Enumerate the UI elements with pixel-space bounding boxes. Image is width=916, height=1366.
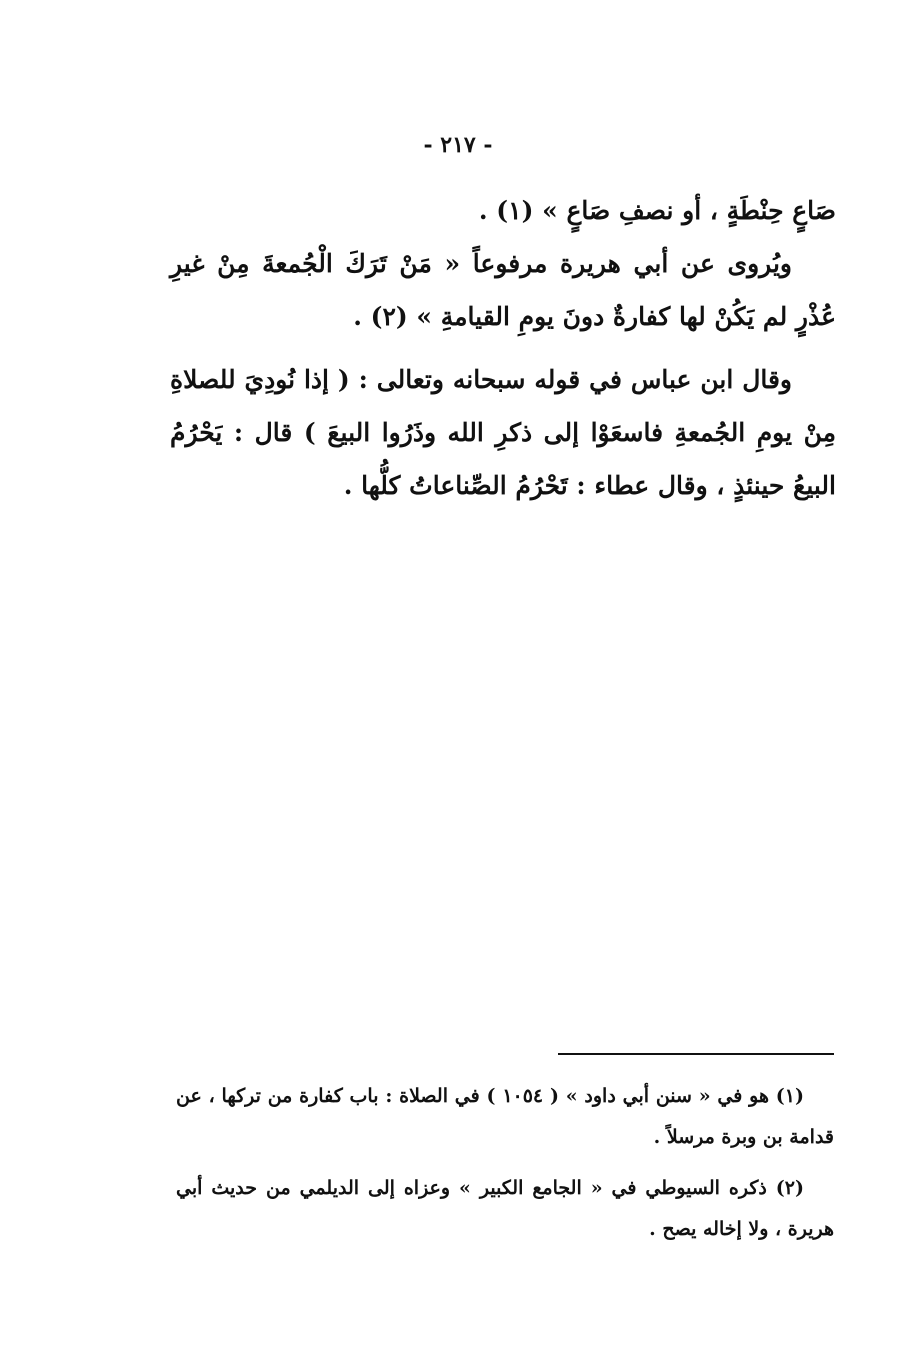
main-text xyxy=(170,184,836,512)
paragraph-ibn-abbas: وقال ابن عباس في قوله سبحانه وتعالى : ( إذا نُودِيَ للصلاةِ مِنْ يومِ الجُمعةِ فاسعَوْا إلى ذكرِ الله وذَرُوا البيعَ ) قال : يَحْرُمُ البيعُ حينئذٍ ، وقال عطاء : تَحْرُمُ الصِّناعاتُ كلُّها . xyxy=(170,365,836,500)
footnote-1: (١) هو في « سنن أبي داود » ( ١٠٥٤ ) في الصلاة : باب كفارة من تركها ، عن قدامة بن وبرة مرسلاً . xyxy=(176,1085,834,1148)
paragraph-hadith: ويُروى عن أبي هريرة مرفوعاً « مَنْ تَرَكَ الْجُمعةَ مِنْ غيرِ عُذْرٍ لم يَكُنْ لها كفارةٌ دونَ يومِ القيامةِ » (٢) . xyxy=(170,249,836,331)
footnote-divider xyxy=(558,1053,834,1055)
footnotes xyxy=(176,1076,834,1260)
paragraph-continuation: صَاعٍ حِنْطَةٍ ، أو نصفِ صَاعٍ » (١) . xyxy=(478,196,836,225)
footnote-2: (٢) ذكره السيوطي في « الجامع الكبير » وعزاه إلى الديلمي من حديث أبي هريرة ، ولا إخاله يصح . xyxy=(176,1177,834,1240)
page-number: - ٢١٧ - xyxy=(423,132,493,158)
